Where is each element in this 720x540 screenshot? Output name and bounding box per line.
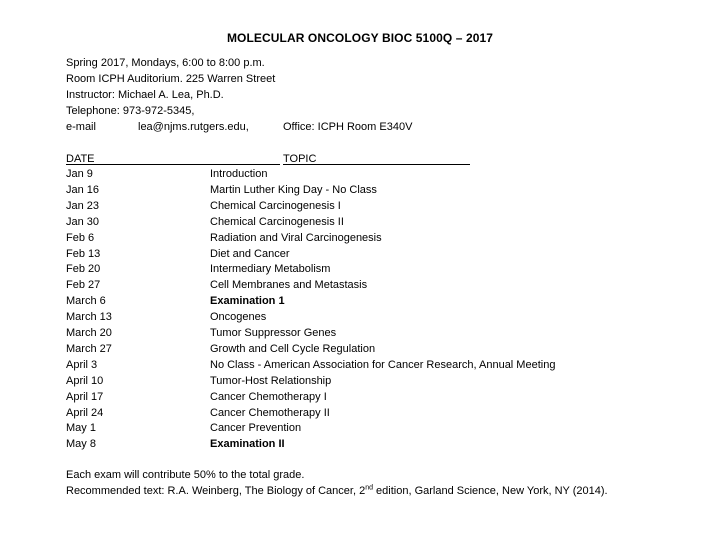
telephone-line: Telephone: 973-972-5345, bbox=[66, 105, 195, 117]
recommended-text-prefix: Recommended text: R.A. Weinberg, The Biology of Cancer, 2 bbox=[66, 485, 366, 497]
recommended-text bbox=[66, 485, 608, 498]
schedule-topic: Radiation and Viral Carcinogenesis bbox=[210, 232, 382, 244]
edition-superscript: nd bbox=[365, 484, 373, 492]
schedule-topic: Examination 1 bbox=[210, 295, 285, 307]
topic-column-header: TOPIC bbox=[283, 153, 470, 165]
schedule-date: Feb 6 bbox=[66, 232, 95, 244]
schedule-topic: Cancer Chemotherapy II bbox=[210, 407, 330, 419]
schedule-date: Feb 13 bbox=[66, 248, 101, 260]
schedule-topic: No Class - American Association for Cancer Research, Annual Meeting bbox=[210, 359, 556, 371]
schedule-date: March 13 bbox=[66, 311, 112, 323]
recommended-text-suffix: edition, Garland Science, New York, NY (2014). bbox=[373, 485, 608, 497]
schedule-topic: Examination II bbox=[210, 438, 285, 450]
schedule-topic: Chemical Carcinogenesis I bbox=[210, 200, 341, 212]
page-title: MOLECULAR ONCOLOGY BIOC 5100Q – 2017 bbox=[226, 31, 494, 45]
schedule-topic: Tumor Suppressor Genes bbox=[210, 327, 337, 339]
schedule-topic: Cell Membranes and Metastasis bbox=[210, 279, 368, 291]
schedule-topic: Tumor-Host Relationship bbox=[210, 375, 332, 387]
date-column-header: DATE bbox=[66, 153, 280, 165]
schedule-topic: Cancer Prevention bbox=[210, 422, 302, 434]
schedule-date: May 1 bbox=[66, 422, 96, 434]
schedule-date: Feb 20 bbox=[66, 263, 101, 275]
schedule-date: Jan 30 bbox=[66, 216, 100, 228]
schedule-topic: Martin Luther King Day - No Class bbox=[210, 184, 377, 196]
email-label: e-mail bbox=[66, 121, 96, 133]
schedule-date: March 20 bbox=[66, 327, 112, 339]
schedule-date: Jan 16 bbox=[66, 184, 100, 196]
schedule-topic: Cancer Chemotherapy I bbox=[210, 391, 327, 403]
schedule-topic: Diet and Cancer bbox=[210, 248, 290, 260]
schedule-date: Jan 9 bbox=[66, 168, 93, 180]
instructor-line: Instructor: Michael A. Lea, Ph.D. bbox=[66, 89, 224, 101]
schedule-date: April 24 bbox=[66, 407, 104, 419]
schedule-topic: Chemical Carcinogenesis II bbox=[210, 216, 344, 228]
schedule-date: May 8 bbox=[66, 438, 96, 450]
schedule-topic: Growth and Cell Cycle Regulation bbox=[210, 343, 376, 355]
schedule-date: March 6 bbox=[66, 295, 106, 307]
schedule-date: April 10 bbox=[66, 375, 104, 387]
office-line: Office: ICPH Room E340V bbox=[283, 121, 413, 133]
email-link[interactable]: lea@njms.rutgers.edu, bbox=[138, 121, 249, 133]
schedule-date: April 3 bbox=[66, 359, 98, 371]
grading-note: Each exam will contribute 50% to the total grade. bbox=[66, 469, 305, 481]
schedule-line: Spring 2017, Mondays, 6:00 to 8:00 p.m. bbox=[66, 57, 265, 69]
schedule-date: March 27 bbox=[66, 343, 112, 355]
schedule-topic: Oncogenes bbox=[210, 311, 267, 323]
schedule-topic: Intermediary Metabolism bbox=[210, 263, 331, 275]
schedule-date: Feb 27 bbox=[66, 279, 101, 291]
room-line: Room ICPH Auditorium. 225 Warren Street bbox=[66, 73, 276, 85]
schedule-date: Jan 23 bbox=[66, 200, 100, 212]
schedule-date: April 17 bbox=[66, 391, 104, 403]
schedule-topic: Introduction bbox=[210, 168, 268, 180]
